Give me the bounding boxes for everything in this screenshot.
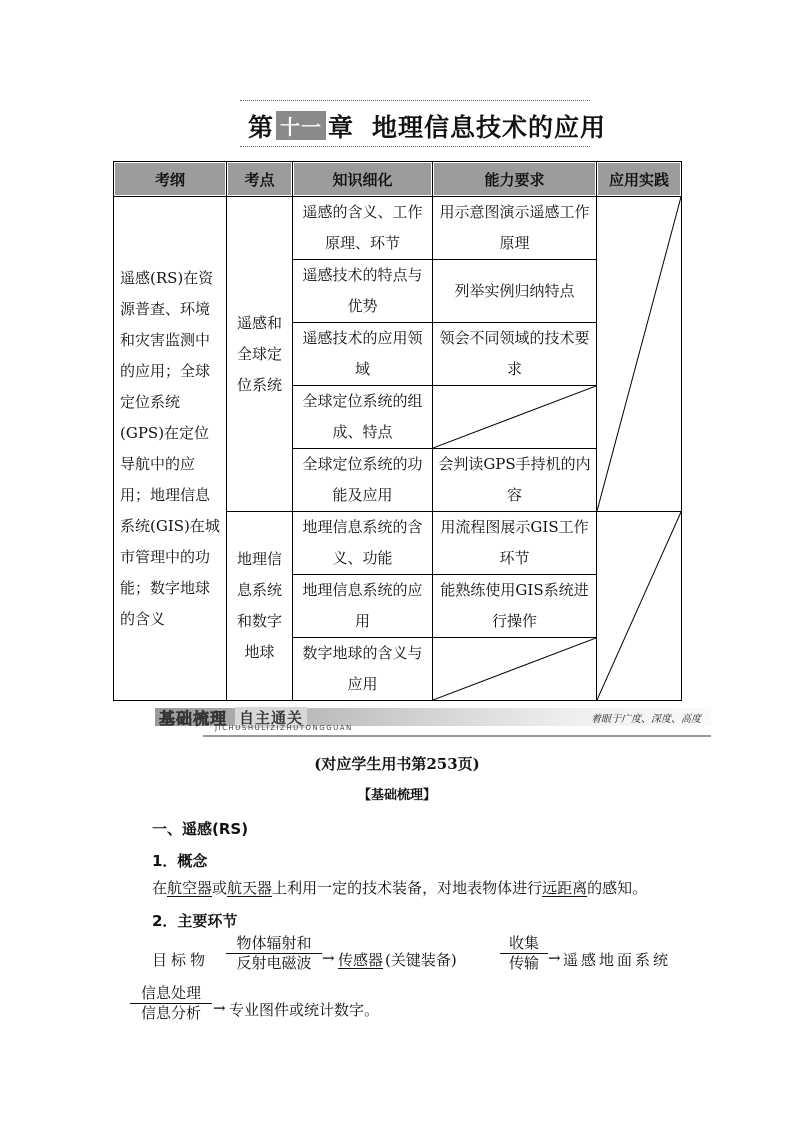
banner-pinyin: JICHUSHULIZIZHUTONGGUAN: [215, 724, 353, 732]
header-point: 考点: [227, 162, 293, 197]
banner-rule: [203, 735, 711, 737]
knowledge-cell: 遥感技术的应用领域: [293, 323, 433, 386]
flow-step3-bottom: 信息分析: [140, 1004, 201, 1022]
outline-cell: 遥感(RS)在资源普查、环境和灾害监测中的应用；全球定位系统(GPS)在定位导航中的应用；地理信息系统(GIS)在城市管理中的功能；数字地球的含义: [114, 197, 227, 701]
concept-text: 在: [152, 879, 168, 897]
banner-sub-label: 自主通关: [235, 707, 307, 728]
concept-keyword-distance: 远距离: [542, 879, 588, 897]
title-dotted-rule-top: [240, 100, 590, 101]
arrow-right-icon: →: [548, 949, 561, 967]
table-header-row: [114, 162, 682, 197]
flow-start: 目标物: [152, 951, 210, 969]
concept-text: 或: [212, 879, 228, 897]
knowledge-cell: 遥感的含义、工作原理、环节: [293, 197, 433, 260]
flow-ground-system: 遥感地面系统: [563, 951, 672, 969]
point-cell-rs-gps: 遥感和全球定位系统: [227, 197, 293, 512]
flow-sensor-note: (关键装备): [385, 951, 457, 969]
flow-step2-top: 收集: [508, 934, 539, 952]
diagonal-slash: [597, 512, 681, 700]
chapter-suffix: 章: [328, 113, 355, 142]
banner-tagline: 着眼于广度、深度、高度: [591, 714, 701, 725]
knowledge-cell: 全球定位系统的组成、特点: [293, 386, 433, 449]
ability-cell: 用示意图演示遥感工作原理: [433, 197, 597, 260]
point-cell-gis: 地理信息系统和数字地球: [227, 512, 293, 701]
concept-text: 上利用一定的技术装备，对地表物体进行: [272, 879, 543, 897]
chapter-title: [240, 100, 607, 148]
knowledge-cell: 数字地球的含义与应用: [293, 638, 433, 701]
table-row: [114, 197, 682, 260]
arrow-right-icon: →: [213, 999, 226, 1017]
flow-step1-bottom: 反射电磁波: [236, 954, 312, 972]
chapter-prefix: 第: [248, 113, 275, 142]
subheading: 【基础梳理】: [357, 788, 436, 803]
knowledge-cell: 地理信息系统的含义、功能: [293, 512, 433, 575]
banner-main-label: 基础梳理: [159, 709, 228, 728]
header-ability: 能力要求: [433, 162, 597, 197]
ability-cell: 用流程图展示GIS工作环节: [433, 512, 597, 575]
practice-cell-empty: [597, 512, 682, 701]
concept-text: 的感知。: [587, 879, 648, 897]
concept-paragraph: [152, 877, 647, 898]
practice-cell-empty: [597, 197, 682, 512]
title-dotted-rule-bottom: [240, 146, 590, 147]
flow-result: 专业图件或统计数字。: [229, 1001, 380, 1019]
chapter-number: 十一: [276, 111, 326, 140]
ability-cell: 会判读GPS手持机的内容: [433, 449, 597, 512]
item-heading-concept: 1．概念: [152, 852, 208, 870]
syllabus-table: [113, 161, 682, 701]
header-outline: 考纲: [114, 162, 227, 197]
book-reference: (对应学生用书第253页): [314, 755, 480, 773]
diagonal-slash: [597, 197, 681, 511]
flow-step1: [226, 935, 322, 972]
ability-cell: 能熟练使用GIS系统进行操作: [433, 575, 597, 638]
concept-keyword-aircraft: 航空器: [167, 879, 213, 897]
header-knowledge: 知识细化: [293, 162, 433, 197]
section-banner: [155, 705, 711, 735]
knowledge-cell: 遥感技术的特点与优势: [293, 260, 433, 323]
item-heading-steps: 2．主要环节: [152, 912, 238, 930]
arrow-right-icon: →: [322, 949, 335, 967]
flow-step1-top: 物体辐射和: [236, 934, 312, 952]
diagonal-slash: [433, 638, 596, 700]
header-practice: 应用实践: [597, 162, 682, 197]
flow-step2: [500, 935, 548, 972]
flow-step2-bottom: 传输: [508, 954, 539, 972]
knowledge-cell: 地理信息系统的应用: [293, 575, 433, 638]
ability-cell-empty: [433, 638, 597, 701]
knowledge-cell: 全球定位系统的功能及应用: [293, 449, 433, 512]
ability-cell-empty: [433, 386, 597, 449]
ability-cell: 列举实例归纳特点: [433, 260, 597, 323]
chapter-heading: [248, 108, 606, 144]
chapter-name: 地理信息技术的应用: [372, 113, 607, 142]
ability-cell: 领会不同领域的技术要求: [433, 323, 597, 386]
concept-keyword-spacecraft: 航天器: [227, 879, 273, 897]
section-heading: 一、遥感(RS): [152, 820, 249, 838]
flow-sensor: 传感器: [338, 951, 384, 969]
flow-step3: [130, 985, 212, 1022]
diagonal-slash: [433, 386, 596, 448]
flow-step3-top: 信息处理: [140, 984, 201, 1002]
